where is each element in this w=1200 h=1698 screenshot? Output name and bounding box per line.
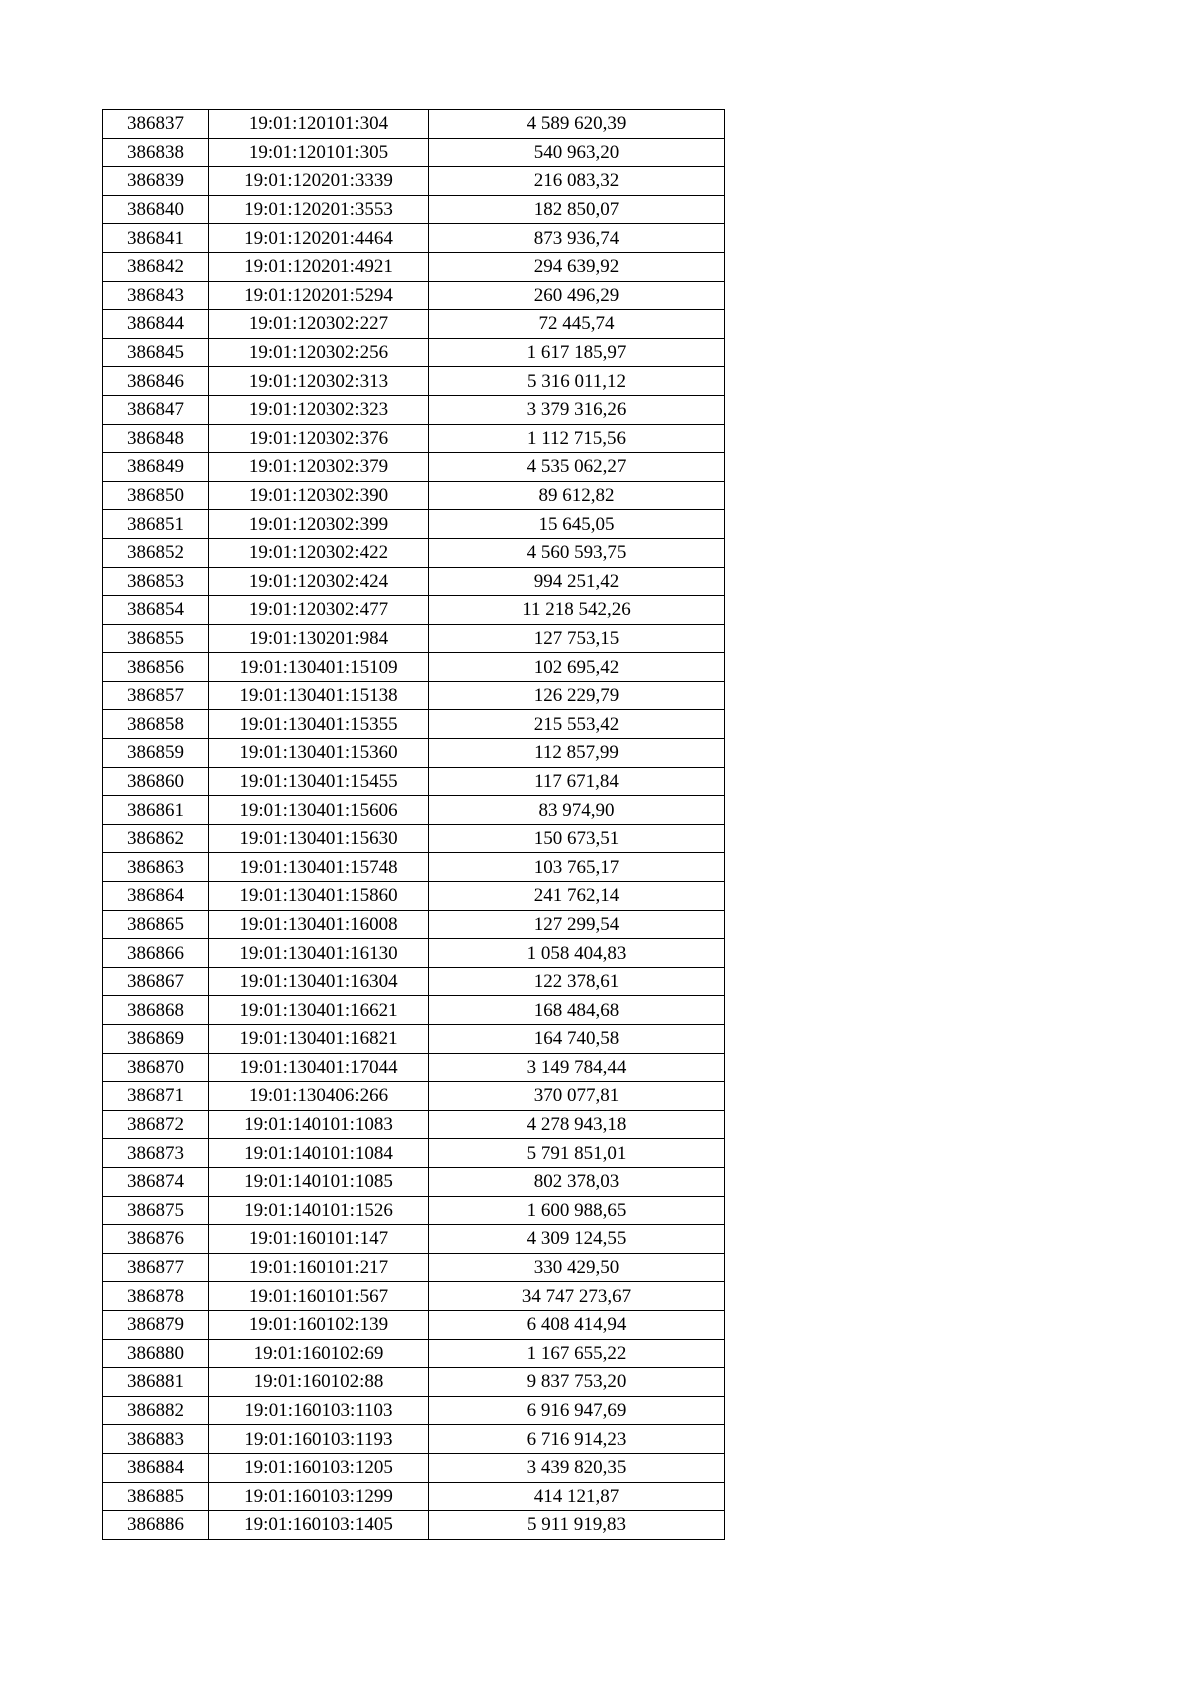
table-row [103, 1282, 725, 1311]
cadastral-value-cell: 168 484,68 [429, 996, 725, 1025]
table-row [103, 882, 725, 911]
record-number-cell: 386874 [103, 1167, 209, 1196]
cadastral-value-cell: 3 149 784,44 [429, 1053, 725, 1082]
cadastral-number-cell: 19:01:140101:1084 [209, 1139, 429, 1168]
cadastral-value-cell: 126 229,79 [429, 681, 725, 710]
table-row [103, 853, 725, 882]
table-row [103, 310, 725, 339]
table-row [103, 1482, 725, 1511]
cadastral-value-cell: 6 716 914,23 [429, 1425, 725, 1454]
cadastral-value-cell: 102 695,42 [429, 653, 725, 682]
cadastral-number-cell: 19:01:120302:227 [209, 310, 429, 339]
cadastral-number-cell: 19:01:120201:3553 [209, 195, 429, 224]
table-row [103, 567, 725, 596]
table-row [103, 710, 725, 739]
cadastral-value-cell: 5 911 919,83 [429, 1511, 725, 1540]
table-row [103, 967, 725, 996]
table-body [103, 110, 725, 1540]
table-row [103, 1339, 725, 1368]
record-number-cell: 386882 [103, 1396, 209, 1425]
cadastral-value-cell: 215 553,42 [429, 710, 725, 739]
cadastral-value-cell: 6 916 947,69 [429, 1396, 725, 1425]
record-number-cell: 386881 [103, 1368, 209, 1397]
cadastral-value-cell: 802 378,03 [429, 1167, 725, 1196]
cadastral-value-cell: 5 316 011,12 [429, 367, 725, 396]
record-number-cell: 386884 [103, 1453, 209, 1482]
cadastral-value-cell: 11 218 542,26 [429, 596, 725, 625]
cadastral-value-cell: 182 850,07 [429, 195, 725, 224]
table-row [103, 1511, 725, 1540]
cadastral-value-cell: 241 762,14 [429, 882, 725, 911]
cadastral-number-cell: 19:01:130401:17044 [209, 1053, 429, 1082]
cadastral-number-cell: 19:01:120302:376 [209, 424, 429, 453]
table-row [103, 1225, 725, 1254]
record-number-cell: 386846 [103, 367, 209, 396]
cadastral-value-cell: 540 963,20 [429, 138, 725, 167]
table-row [103, 939, 725, 968]
cadastral-value-cell: 216 083,32 [429, 167, 725, 196]
table-row [103, 1310, 725, 1339]
record-number-cell: 386877 [103, 1253, 209, 1282]
record-number-cell: 386840 [103, 195, 209, 224]
table-row [103, 996, 725, 1025]
record-number-cell: 386857 [103, 681, 209, 710]
cadastral-number-cell: 19:01:160103:1103 [209, 1396, 429, 1425]
cadastral-number-cell: 19:01:140101:1085 [209, 1167, 429, 1196]
cadastral-number-cell: 19:01:160102:88 [209, 1368, 429, 1397]
cadastral-number-cell: 19:01:120302:323 [209, 395, 429, 424]
cadastral-value-cell: 72 445,74 [429, 310, 725, 339]
cadastral-number-cell: 19:01:120302:399 [209, 510, 429, 539]
cadastral-value-cell: 34 747 273,67 [429, 1282, 725, 1311]
cadastral-value-cell: 994 251,42 [429, 567, 725, 596]
table-row [103, 796, 725, 825]
cadastral-number-cell: 19:01:130401:15860 [209, 882, 429, 911]
record-number-cell: 386863 [103, 853, 209, 882]
cadastral-value-cell: 89 612,82 [429, 481, 725, 510]
cadastral-value-cell: 83 974,90 [429, 796, 725, 825]
record-number-cell: 386859 [103, 739, 209, 768]
cadastral-number-cell: 19:01:120302:424 [209, 567, 429, 596]
cadastral-value-cell: 1 112 715,56 [429, 424, 725, 453]
record-number-cell: 386878 [103, 1282, 209, 1311]
record-number-cell: 386875 [103, 1196, 209, 1225]
record-number-cell: 386886 [103, 1511, 209, 1540]
cadastral-number-cell: 19:01:130401:16621 [209, 996, 429, 1025]
cadastral-value-cell: 4 560 593,75 [429, 538, 725, 567]
record-number-cell: 386845 [103, 338, 209, 367]
cadastral-value-cell: 6 408 414,94 [429, 1310, 725, 1339]
cadastral-number-cell: 19:01:160102:139 [209, 1310, 429, 1339]
record-number-cell: 386852 [103, 538, 209, 567]
table-row [103, 453, 725, 482]
record-number-cell: 386844 [103, 310, 209, 339]
cadastral-value-cell: 4 535 062,27 [429, 453, 725, 482]
record-number-cell: 386848 [103, 424, 209, 453]
record-number-cell: 386849 [103, 453, 209, 482]
record-number-cell: 386876 [103, 1225, 209, 1254]
table-row [103, 1196, 725, 1225]
cadastral-value-cell: 122 378,61 [429, 967, 725, 996]
record-number-cell: 386861 [103, 796, 209, 825]
cadastral-value-cell: 117 671,84 [429, 767, 725, 796]
record-number-cell: 386860 [103, 767, 209, 796]
cadastral-number-cell: 19:01:120302:256 [209, 338, 429, 367]
cadastral-value-cell: 4 309 124,55 [429, 1225, 725, 1254]
table-row [103, 1167, 725, 1196]
cadastral-value-cell: 127 753,15 [429, 624, 725, 653]
record-number-cell: 386856 [103, 653, 209, 682]
cadastral-number-cell: 19:01:130401:15455 [209, 767, 429, 796]
table-row [103, 281, 725, 310]
record-number-cell: 386867 [103, 967, 209, 996]
table-row [103, 1139, 725, 1168]
record-number-cell: 386871 [103, 1082, 209, 1111]
cadastral-value-cell: 112 857,99 [429, 739, 725, 768]
cadastral-number-cell: 19:01:120302:390 [209, 481, 429, 510]
record-number-cell: 386853 [103, 567, 209, 596]
table-row [103, 138, 725, 167]
cadastral-number-cell: 19:01:120302:422 [209, 538, 429, 567]
cadastral-value-cell: 1 617 185,97 [429, 338, 725, 367]
cadastral-value-cell: 3 439 820,35 [429, 1453, 725, 1482]
cadastral-number-cell: 19:01:130401:15360 [209, 739, 429, 768]
cadastral-number-cell: 19:01:130401:15606 [209, 796, 429, 825]
cadastral-number-cell: 19:01:160101:567 [209, 1282, 429, 1311]
table-row [103, 767, 725, 796]
table-row [103, 1396, 725, 1425]
cadastral-value-cell: 164 740,58 [429, 1025, 725, 1054]
table-row [103, 1368, 725, 1397]
table-row [103, 1253, 725, 1282]
record-number-cell: 386879 [103, 1310, 209, 1339]
table-row [103, 1082, 725, 1111]
record-number-cell: 386865 [103, 910, 209, 939]
record-number-cell: 386858 [103, 710, 209, 739]
table-row [103, 481, 725, 510]
cadastral-number-cell: 19:01:160101:147 [209, 1225, 429, 1254]
cadastral-number-cell: 19:01:160103:1193 [209, 1425, 429, 1454]
table-row [103, 739, 725, 768]
cadastral-value-cell: 4 589 620,39 [429, 110, 725, 139]
record-number-cell: 386839 [103, 167, 209, 196]
table-row [103, 110, 725, 139]
cadastral-value-cell: 1 058 404,83 [429, 939, 725, 968]
cadastral-number-cell: 19:01:130401:16130 [209, 939, 429, 968]
record-number-cell: 386842 [103, 252, 209, 281]
record-number-cell: 386843 [103, 281, 209, 310]
table-row [103, 1110, 725, 1139]
table-row [103, 1453, 725, 1482]
cadastral-number-cell: 19:01:130201:984 [209, 624, 429, 653]
cadastral-number-cell: 19:01:160101:217 [209, 1253, 429, 1282]
table-row [103, 1425, 725, 1454]
table-row [103, 1053, 725, 1082]
record-number-cell: 386868 [103, 996, 209, 1025]
cadastral-number-cell: 19:01:130401:15138 [209, 681, 429, 710]
record-number-cell: 386866 [103, 939, 209, 968]
record-number-cell: 386873 [103, 1139, 209, 1168]
table-row [103, 224, 725, 253]
table-row [103, 167, 725, 196]
table-row [103, 681, 725, 710]
table-row [103, 338, 725, 367]
cadastral-value-cell: 15 645,05 [429, 510, 725, 539]
cadastral-value-cell: 414 121,87 [429, 1482, 725, 1511]
table-row [103, 252, 725, 281]
cadastral-number-cell: 19:01:120201:5294 [209, 281, 429, 310]
cadastral-number-cell: 19:01:130401:16304 [209, 967, 429, 996]
cadastral-value-cell: 103 765,17 [429, 853, 725, 882]
cadastral-value-cell: 127 299,54 [429, 910, 725, 939]
cadastral-value-cell: 1 167 655,22 [429, 1339, 725, 1368]
cadastral-value-cell: 150 673,51 [429, 824, 725, 853]
table-row [103, 1025, 725, 1054]
cadastral-number-cell: 19:01:120201:4921 [209, 252, 429, 281]
cadastral-number-cell: 19:01:130401:16008 [209, 910, 429, 939]
cadastral-number-cell: 19:01:120201:3339 [209, 167, 429, 196]
cadastral-number-cell: 19:01:120302:379 [209, 453, 429, 482]
record-number-cell: 386851 [103, 510, 209, 539]
cadastral-value-cell: 9 837 753,20 [429, 1368, 725, 1397]
record-number-cell: 386850 [103, 481, 209, 510]
table-row [103, 653, 725, 682]
cadastral-number-cell: 19:01:140101:1083 [209, 1110, 429, 1139]
table-row [103, 510, 725, 539]
record-number-cell: 386837 [103, 110, 209, 139]
table-row [103, 624, 725, 653]
cadastral-number-cell: 19:01:140101:1526 [209, 1196, 429, 1225]
cadastral-value-cell: 1 600 988,65 [429, 1196, 725, 1225]
cadastral-value-cell: 260 496,29 [429, 281, 725, 310]
cadastral-number-cell: 19:01:160103:1299 [209, 1482, 429, 1511]
cadastral-number-cell: 19:01:130401:15630 [209, 824, 429, 853]
cadastral-value-cell: 330 429,50 [429, 1253, 725, 1282]
cadastral-number-cell: 19:01:120201:4464 [209, 224, 429, 253]
cadastral-value-cell: 873 936,74 [429, 224, 725, 253]
table-row [103, 824, 725, 853]
cadastral-number-cell: 19:01:120101:304 [209, 110, 429, 139]
table-row [103, 395, 725, 424]
table-row [103, 910, 725, 939]
record-number-cell: 386870 [103, 1053, 209, 1082]
record-number-cell: 386862 [103, 824, 209, 853]
cadastral-number-cell: 19:01:130401:15748 [209, 853, 429, 882]
cadastral-number-cell: 19:01:120101:305 [209, 138, 429, 167]
cadastral-value-cell: 370 077,81 [429, 1082, 725, 1111]
record-number-cell: 386838 [103, 138, 209, 167]
cadastral-value-cell: 3 379 316,26 [429, 395, 725, 424]
cadastral-number-cell: 19:01:130401:15355 [209, 710, 429, 739]
cadastral-value-table [102, 109, 725, 1540]
table-row [103, 195, 725, 224]
record-number-cell: 386880 [103, 1339, 209, 1368]
cadastral-number-cell: 19:01:160102:69 [209, 1339, 429, 1368]
cadastral-number-cell: 19:01:120302:477 [209, 596, 429, 625]
cadastral-number-cell: 19:01:130401:15109 [209, 653, 429, 682]
record-number-cell: 386864 [103, 882, 209, 911]
table-row [103, 424, 725, 453]
cadastral-number-cell: 19:01:160103:1405 [209, 1511, 429, 1540]
table-row [103, 596, 725, 625]
cadastral-value-cell: 4 278 943,18 [429, 1110, 725, 1139]
table-row [103, 538, 725, 567]
record-number-cell: 386854 [103, 596, 209, 625]
cadastral-number-cell: 19:01:130401:16821 [209, 1025, 429, 1054]
record-number-cell: 386872 [103, 1110, 209, 1139]
cadastral-value-cell: 294 639,92 [429, 252, 725, 281]
record-number-cell: 386869 [103, 1025, 209, 1054]
record-number-cell: 386885 [103, 1482, 209, 1511]
record-number-cell: 386841 [103, 224, 209, 253]
cadastral-number-cell: 19:01:160103:1205 [209, 1453, 429, 1482]
record-number-cell: 386847 [103, 395, 209, 424]
table-row [103, 367, 725, 396]
cadastral-value-cell: 5 791 851,01 [429, 1139, 725, 1168]
record-number-cell: 386855 [103, 624, 209, 653]
cadastral-number-cell: 19:01:130406:266 [209, 1082, 429, 1111]
cadastral-number-cell: 19:01:120302:313 [209, 367, 429, 396]
record-number-cell: 386883 [103, 1425, 209, 1454]
